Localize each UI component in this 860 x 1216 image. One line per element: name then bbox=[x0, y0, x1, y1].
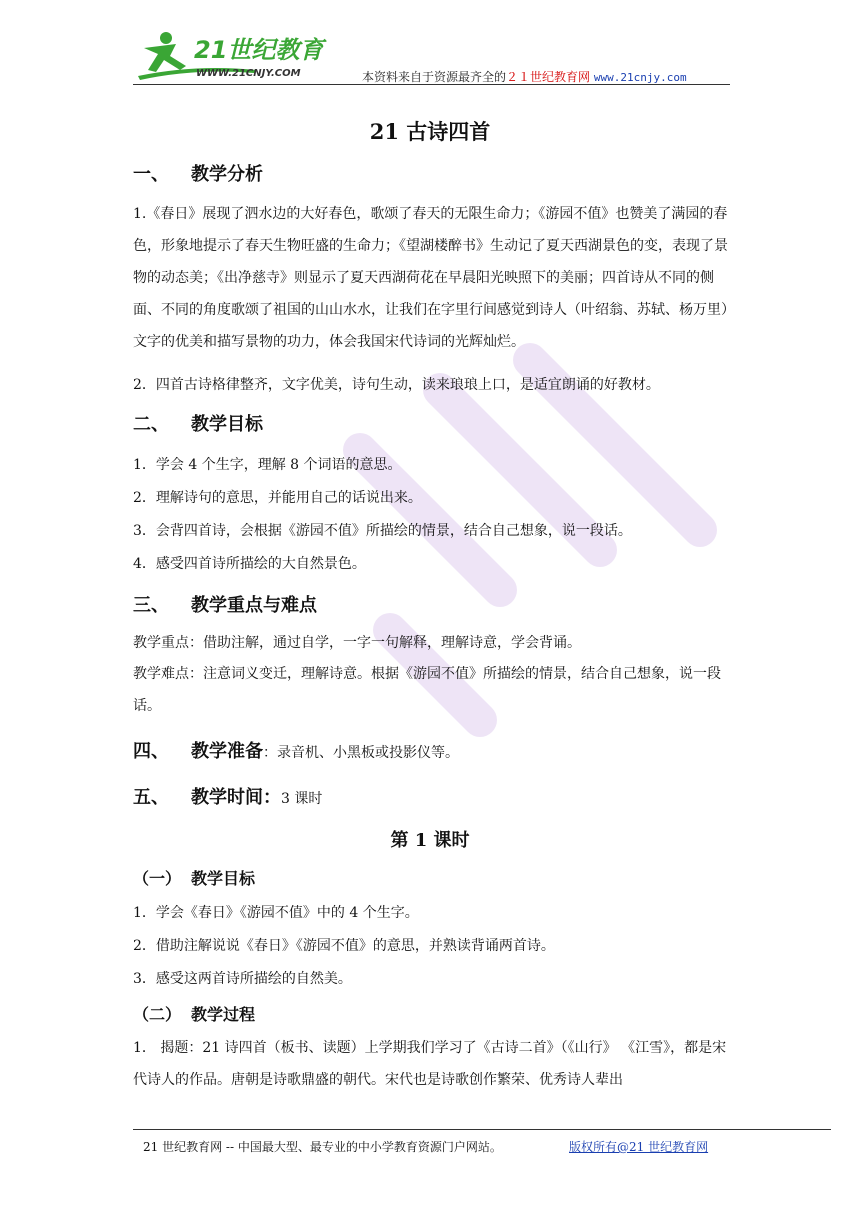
logo-url: WWW.21CNJY.COM bbox=[196, 68, 301, 79]
section-heading-time bbox=[133, 783, 322, 809]
header-divider bbox=[133, 84, 730, 85]
analysis-paragraph-2: 2．四首古诗格律整齐，文字优美，诗句生动，读来琅琅上口，是适宜朗诵的好教材。 bbox=[133, 377, 660, 393]
teaching-focus: 教学重点：借助注解，通过自学，一字一句解释，理解诗意，学会背诵。 bbox=[133, 635, 581, 651]
lesson-goals-heading bbox=[133, 866, 255, 889]
section-number: 四、 bbox=[133, 741, 169, 762]
runner-logo-icon bbox=[136, 26, 336, 82]
section-heading-prep bbox=[133, 737, 459, 763]
goal-item: 3．会背四首诗，会根据《游园不值》所描绘的情景，结合自己想象，说一段话。 bbox=[133, 523, 632, 539]
lesson-goal-item: 1．学会《春日》《游园不值》中的 4 个生字。 bbox=[133, 905, 419, 921]
subsection-number: （二） bbox=[133, 1005, 182, 1024]
footer-text: 21 世纪教育网 -- 中国最大型、最专业的中小学教育资源门户网站。 bbox=[143, 1140, 502, 1154]
process-paragraph: 1． 揭题：21 诗四首（板书、读题）上学期我们学习了《古诗二首》（《山行》 《江雪》，都是宋代诗人的作品。唐朝是诗歌鼎盛的朝代。宋代也是诗歌创作繁荣、优秀诗人辈出 bbox=[133, 1040, 727, 1088]
section-title: 教学目标 bbox=[191, 414, 263, 435]
subsection-title: 教学过程 bbox=[191, 1005, 256, 1024]
goal-item: 4．感受四首诗所描绘的大自然景色。 bbox=[133, 556, 366, 572]
section-heading-goals bbox=[133, 410, 263, 436]
section-heading-focus bbox=[133, 591, 317, 617]
lesson-goal-item: 3．感受这两首诗所描绘的自然美。 bbox=[133, 971, 352, 987]
lesson-process-heading bbox=[133, 1002, 255, 1025]
section-title: 教学分析 bbox=[191, 164, 263, 185]
section-number: 一、 bbox=[133, 164, 169, 185]
site-logo bbox=[136, 26, 336, 82]
lesson-title: 第 1 课时 bbox=[390, 830, 470, 851]
section-number: 三、 bbox=[133, 595, 169, 616]
subsection-title: 教学目标 bbox=[191, 869, 256, 888]
time-value: 3 课时 bbox=[281, 791, 323, 807]
logo-text: 21世纪教育 bbox=[194, 36, 324, 64]
section-number: 五、 bbox=[133, 787, 169, 808]
section-heading-analysis bbox=[133, 160, 263, 186]
header-brand-link[interactable]: ２１世纪教育网 bbox=[506, 70, 591, 84]
copyright-link[interactable]: 版权所有@21 世纪教育网 bbox=[569, 1140, 709, 1154]
teaching-difficulty: 教学难点：注意词义变迁，理解诗意。根据《游园不值》所描绘的情景，结合自己想象，说一段话。 bbox=[133, 666, 721, 714]
header-note-prefix: 本资料来自于资源最齐全的 bbox=[362, 70, 507, 84]
document-title: 21 古诗四首 bbox=[369, 119, 491, 144]
header-note bbox=[362, 68, 687, 85]
lesson-goal-item: 2．借助注解说说《春日》《游园不值》的意思，并熟读背诵两首诗。 bbox=[133, 938, 555, 954]
section-title: 教学时间： bbox=[191, 787, 281, 808]
goal-item: 2．理解诗句的意思，并能用自己的话说出来。 bbox=[133, 490, 422, 506]
subsection-number: （一） bbox=[133, 869, 182, 888]
goal-item: 1．学会 4 个生字，理解 8 个词语的意思。 bbox=[133, 457, 402, 473]
section-number: 二、 bbox=[133, 414, 169, 435]
section-title: 教学准备 bbox=[191, 741, 263, 762]
section-title: 教学重点与难点 bbox=[191, 595, 317, 616]
analysis-paragraph-1: 1.《春日》展现了泗水边的大好春色，歌颂了春天的无限生命力；《游园不值》也赞美了满园的春色，形象地提示了春天生物旺盛的生命力；《望湖楼醉书》生动记了夏天西湖景色的变，表现了景物的动态美；《出净慈寺》则显示了夏天西湖荷花在早晨阳光映照下的美丽；四首诗从不同的侧面、不同的角度歌颂了祖国的山山水水，让我们在字里行间感觉到诗人（叶绍翁、苏轼、杨万里）文字的优美和描写景物的功力，体会我国宋代诗词的光辉灿烂。 bbox=[133, 206, 728, 350]
footer-divider bbox=[133, 1129, 831, 1130]
prep-items: ：录音机、小黑板或投影仪等。 bbox=[263, 745, 459, 761]
header-url-link[interactable]: www.21cnjy.com bbox=[593, 71, 687, 84]
